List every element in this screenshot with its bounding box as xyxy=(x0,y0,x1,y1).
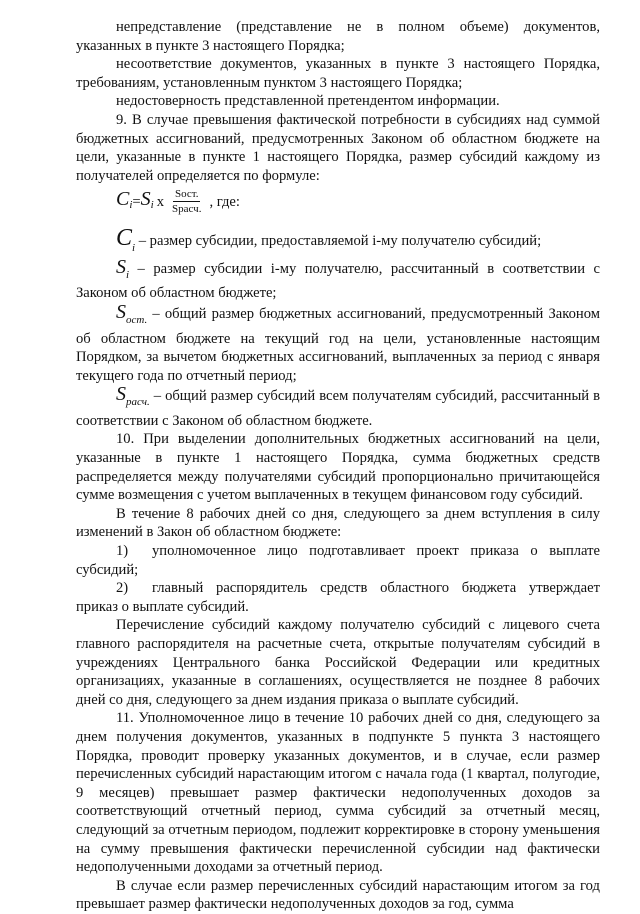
definition-si: $S_i$ – размер субсидии i-му получателю, рассчитанный в соответствии с Законом об областном бюджете; xyxy=(76,255,600,302)
formula-fraction xyxy=(170,188,203,215)
formula xyxy=(116,188,600,215)
paragraph: непредставление (представление не в полном объеме) документов, указанных в пункте 3 настоящего Порядка; xyxy=(76,19,600,54)
fraction-denominator: Sрасч. xyxy=(172,203,202,216)
paragraph-10: 10. При выделении дополнительных бюджетных ассигнований на цели, указанные в пункте 1 настоящего Порядка, сумма бюджетных средств распределяется между получателями субсидий пропорционально причитающейся сумме возмещения с учетом выплаченных в текущем финансовом году субсидий. xyxy=(76,431,600,504)
list-item: 2) главный распорядитель средств областного бюджета утверждает приказ о выплате субсидий. xyxy=(76,580,600,615)
formula-s: $S_i$ xyxy=(140,187,154,211)
paragraph-9: 9. В случае превышения фактической потребности в субсидиях над суммой бюджетных ассигнований, предусмотренных Законом об областном бюджете на цели, указанные в пункте 1 настоящего Порядка, размер субсидий каждому из получателей определяется по формуле: xyxy=(76,111,600,184)
definition-ci: $C_i$ – размер субсидии, предоставляемой i-му получателю субсидий; xyxy=(116,225,542,255)
paragraph: Перечисление субсидий каждому получателю субсидий с лицевого счета главного распорядителя на расчетные счета, открытые получателям субсидий в учреждениях Центрального банка Российской Федерации или кредитных организациях, указанные в соглашениях, осуществляется не позднее 8 рабочих дней со дня, следующего за днем издания приказа о выплате субсидий. xyxy=(76,617,600,708)
paragraph: недостоверность представленной претендентом информации. xyxy=(116,93,500,110)
formula-eq: = xyxy=(132,193,141,210)
document-page xyxy=(76,18,600,914)
paragraph: В случае если размер перечисленных субсидий нарастающим итогом за год превышает размер фактически недополученных доходов за год, сумма xyxy=(76,877,600,913)
definition-srasch: $S_{расч.}$ – общий размер субсидий всем получателям субсидий, рассчитанный в соответствии с Законом об областном бюджете. xyxy=(76,383,600,429)
paragraph-11: 11. Уполномоченное лицо в течение 10 рабочих дней со дня, следующего за днем получения документов, указанных в подпункте 5 пункта 3 настоящего Порядка, проводит проверку указанных документов, и в случае, если размер перечисленных субсидий нарастающим итогом с начала года (1 квартал, полугодие, 9 месяцев) превышает размер фактически недополученных доходов за соответствующий отчетный период, сумма субсидий за отчетный месяц, следующий за отчетным периодом, подлежит корректировке в сторону уменьшения на сумму превышения фактически перечисленной субсидии над фактически недополученными доходами за отчетный период. xyxy=(76,710,600,876)
formula-lhs: $C_i$ xyxy=(116,187,133,211)
paragraph: В течение 8 рабочих дней со дня, следующего за днем вступления в силу изменений в Закон об областном бюджете: xyxy=(76,505,600,541)
fraction-numerator: Sост. xyxy=(174,188,199,201)
list-item: 1) уполномоченное лицо подготавливает проект приказа о выплате субсидий; xyxy=(76,543,600,578)
definition-sost: $S_{ост.}$ – общий размер бюджетных ассигнований, предусмотренный Законом об областном бюджете на текущий год на цели, установленные настоящим Порядком, за вычетом бюджетных ассигнований, выплаченных за период с января текущего года по отчетный период; xyxy=(76,300,600,384)
formula-times: x xyxy=(156,193,164,210)
formula-tail: , где: xyxy=(209,193,240,210)
paragraph: несоответствие документов, указанных в пункте 3 настоящего Порядка, требованиям, установленным пунктом 3 настоящего Порядка; xyxy=(76,56,600,91)
